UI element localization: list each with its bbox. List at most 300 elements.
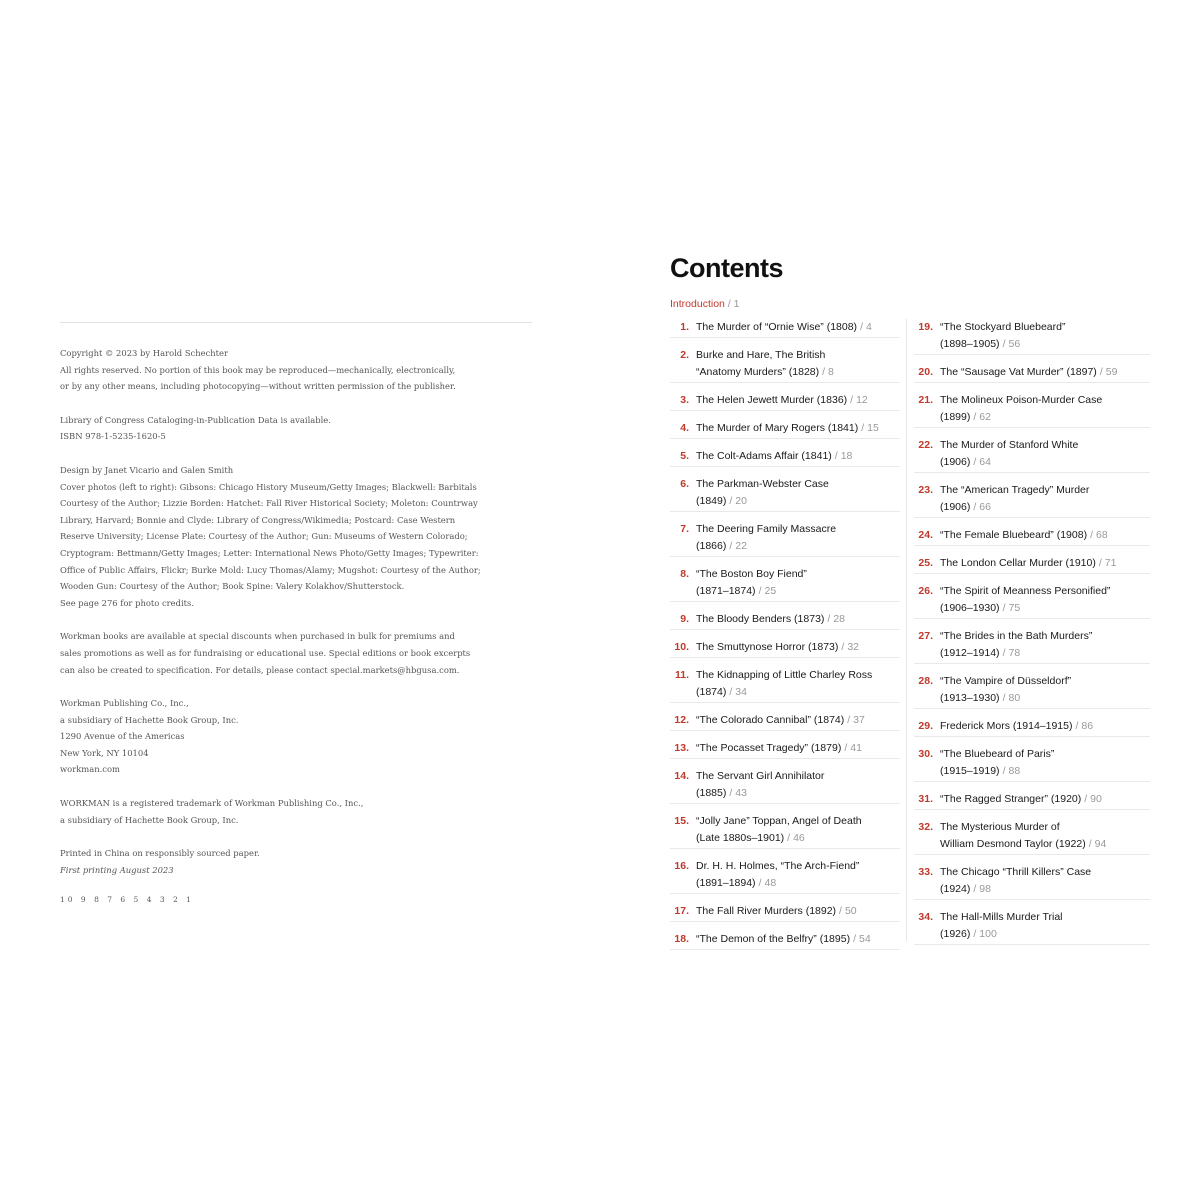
entry-separator: /: [1002, 692, 1006, 704]
entry-title-line: [696, 583, 900, 600]
entry-title-line: [696, 830, 900, 847]
entry-text: [696, 712, 900, 729]
entry-text: [696, 813, 900, 847]
entry-text: [940, 746, 1150, 780]
entry-title-line: [696, 858, 900, 875]
entry-title: (1866): [696, 540, 727, 552]
entry-separator: /: [827, 613, 831, 625]
entry-number: 1.: [680, 321, 689, 333]
entry-separator: /: [860, 321, 863, 333]
copyright-line: Library of Congress Cataloging-in-Publication Data is available.: [60, 414, 331, 425]
entry-number: 15.: [674, 815, 689, 827]
entry-title-line: [940, 836, 1150, 853]
toc-entry[interactable]: [914, 583, 1150, 619]
entry-title: (1906): [940, 456, 971, 468]
toc-entry[interactable]: [670, 319, 900, 338]
entry-number: 2.: [680, 349, 689, 361]
entry-title-line: [940, 583, 1150, 600]
entry-title-line: [696, 639, 900, 656]
entry-title-line: [940, 881, 1150, 898]
entry-title-line: [940, 409, 1150, 426]
entry-title: The Murder of Mary Rogers (1841): [696, 422, 859, 434]
entry-title: Dr. H. H. Holmes, “The Arch-Fiend”: [696, 860, 860, 872]
entry-title-line: [696, 538, 900, 555]
entry-page-number: 28: [833, 613, 846, 625]
entry-title-line: [696, 813, 900, 830]
entry-separator: /: [1090, 529, 1093, 541]
entry-title-line: [696, 448, 900, 465]
entry-page-number: 41: [850, 742, 862, 754]
entry-title: “The Ragged Stranger” (1920): [940, 793, 1082, 805]
entry-separator: /: [1002, 602, 1006, 614]
entry-page-number: 71: [1104, 557, 1117, 569]
entry-separator: /: [973, 883, 977, 895]
entry-text: [696, 448, 900, 465]
entry-title-line: [696, 493, 900, 510]
entry-text: [940, 673, 1150, 707]
toc-entry[interactable]: [670, 813, 900, 849]
entry-page-number: 54: [859, 933, 871, 945]
entry-number: 3.: [680, 394, 689, 406]
entry-separator: /: [729, 540, 733, 552]
toc-entry[interactable]: [914, 527, 1150, 546]
entry-number: 24.: [918, 529, 933, 541]
entry-title-line: [696, 347, 900, 364]
entry-separator: /: [758, 585, 762, 597]
entry-separator: /: [1088, 838, 1092, 850]
toc-entry[interactable]: [670, 903, 900, 922]
entry-separator: /: [847, 714, 851, 726]
entry-number: 33.: [918, 866, 933, 878]
copyright-line: All rights reserved. No portion of this book may be reproduced—mechanically, electronically,: [60, 364, 456, 375]
toc-entry-introduction[interactable]: [670, 296, 1150, 312]
entry-number: 34.: [918, 911, 933, 923]
entry-text: [940, 864, 1150, 898]
entry-text: [696, 931, 900, 948]
toc-entry[interactable]: [914, 437, 1150, 473]
entry-title: (1871–1874): [696, 585, 756, 597]
entry-separator: /: [1098, 557, 1102, 569]
copyright-line: a subsidiary of Hachette Book Group, Inc.: [60, 714, 239, 725]
entry-page-number: 68: [1096, 529, 1108, 541]
copyright-paragraph: [60, 628, 532, 678]
entry-title-line: [940, 364, 1150, 381]
entry-page-number: 12: [856, 394, 868, 406]
entry-separator: /: [1002, 647, 1006, 659]
toc-entry[interactable]: [670, 768, 900, 804]
toc-entry[interactable]: [914, 746, 1150, 782]
entry-title: The Murder of “Ornie Wise” (1808): [696, 321, 858, 333]
entry-title: Burke and Hare, The British: [696, 349, 826, 361]
entry-title-line: [696, 611, 900, 628]
entry-text: [696, 903, 900, 920]
entry-title-line: [696, 319, 900, 336]
toc-entry[interactable]: [670, 712, 900, 731]
entry-title: The Mysterious Murder of: [940, 821, 1060, 833]
entry-number: 5.: [680, 450, 689, 462]
entry-title-line: [696, 931, 900, 948]
entry-title-line: [940, 628, 1150, 645]
entry-title-line: [696, 903, 900, 920]
entry-title: Introduction: [670, 298, 725, 310]
toc-entry[interactable]: [914, 791, 1150, 810]
entry-title: “The Brides in the Bath Murders”: [940, 630, 1093, 642]
entry-title-line: [940, 926, 1150, 943]
copyright-line: Library, Harvard; Bonnie and Clyde: Library of Congress/Wikimedia; Postcard: Case Western: [60, 514, 456, 525]
entry-number: 18.: [674, 933, 689, 945]
entry-title-line: [696, 785, 900, 802]
copyright-line: sales promotions as well as for fundraising or educational use. Special editions or book excerpts: [60, 647, 471, 658]
entry-page-number: 78: [1008, 647, 1021, 659]
entry-number: 22.: [918, 439, 933, 451]
entry-title: “Jolly Jane” Toppan, Angel of Death: [696, 815, 862, 827]
copyright-line: New York, NY 10104: [60, 747, 149, 758]
entry-title: (1891–1894): [696, 877, 756, 889]
copyright-line: Reserve University; License Plate: Courtesy of the Author; Gun: Museums of Western Colorado;: [60, 531, 468, 542]
entry-text: [940, 791, 1150, 808]
entry-title-line: [940, 791, 1150, 808]
contents-title: Contents: [670, 253, 783, 283]
column-divider: [906, 319, 907, 941]
entry-separator: /: [1075, 720, 1079, 732]
entry-title: (1906–1930): [940, 602, 1000, 614]
entry-title-line: [696, 521, 900, 538]
printing-line: 10 9 8 7 6 5 4 3 2 1: [60, 895, 194, 905]
toc-entry[interactable]: [914, 864, 1150, 900]
entry-number: 30.: [918, 748, 933, 760]
entry-number: 32.: [918, 821, 933, 833]
entry-title-line: [940, 864, 1150, 881]
entry-text: [696, 611, 900, 628]
entry-text: [940, 718, 1150, 735]
copyright-line: WORKMAN is a registered trademark of Workman Publishing Co., Inc.,: [60, 798, 364, 809]
entry-title: (1898–1905): [940, 338, 1000, 350]
entry-number: 9.: [680, 613, 689, 625]
entry-text: [940, 319, 1150, 353]
copyright-paragraph: [60, 462, 532, 611]
entry-number: 17.: [674, 905, 689, 917]
entry-number: 10.: [674, 641, 689, 653]
entry-title: (1874): [696, 686, 727, 698]
entry-text: [940, 583, 1150, 617]
entry-number: 23.: [918, 484, 933, 496]
entry-title-line: [940, 690, 1150, 707]
entry-page-number: 34: [735, 686, 747, 698]
entry-text: [696, 521, 900, 555]
entry-number: 21.: [918, 394, 933, 406]
first-printing-line: First printing August 2023: [60, 864, 174, 875]
entry-text: [940, 527, 1150, 544]
copyright-line: can also be created to specification. For details, please contact special.markets@hbgusa.com.: [60, 664, 460, 675]
entry-title: The Bloody Benders (1873): [696, 613, 825, 625]
entry-title: (1849): [696, 495, 727, 507]
entry-title-line: [940, 319, 1150, 336]
toc-entry[interactable]: [670, 392, 900, 411]
copyright-line: ISBN 978-1-5235-1620-5: [60, 431, 166, 442]
entry-text: [696, 566, 900, 600]
entry-title: (1926): [940, 928, 971, 940]
entry-page-number: 37: [853, 714, 865, 726]
entry-title: (1899): [940, 411, 971, 423]
entry-title: (Late 1880s–1901): [696, 832, 785, 844]
entry-separator: /: [729, 495, 733, 507]
entry-page-number: 64: [979, 456, 991, 468]
entry-text: [696, 319, 900, 336]
entry-title: Frederick Mors (1914–1915): [940, 720, 1073, 732]
entry-page-number: 15: [867, 422, 879, 434]
entry-number: 16.: [674, 860, 689, 872]
entry-title-line: [940, 763, 1150, 780]
entry-title-line: [696, 768, 900, 785]
entry-title: “Anatomy Murders” (1828): [696, 366, 820, 378]
entry-separator: /: [1002, 765, 1006, 777]
copyright-page: [60, 322, 532, 904]
entry-text: [940, 628, 1150, 662]
top-rule: [60, 322, 532, 323]
entry-separator: /: [973, 928, 977, 940]
entry-number: 29.: [918, 720, 933, 732]
copyright-line: workman.com: [60, 764, 120, 775]
entry-number: 25.: [918, 557, 933, 569]
copyright-text: [60, 345, 532, 878]
entry-number: 4.: [680, 422, 689, 434]
entry-title-line: [940, 645, 1150, 662]
entry-page-number: 94: [1094, 838, 1107, 850]
entry-separator: /: [1084, 793, 1088, 805]
entry-title-line: [696, 566, 900, 583]
copyright-line: Design by Janet Vicario and Galen Smith: [60, 464, 234, 475]
entry-text: [696, 420, 900, 437]
toc-entry[interactable]: [914, 819, 1150, 855]
entry-title-line: [696, 740, 900, 757]
entry-separator: /: [834, 450, 838, 462]
entry-page-number: 59: [1105, 366, 1118, 378]
toc-entry[interactable]: [914, 909, 1150, 945]
entry-title: (1913–1930): [940, 692, 1000, 704]
entry-separator: /: [861, 422, 865, 434]
entry-title-line: [696, 364, 900, 381]
copyright-line: Cryptogram: Bettmann/Getty Images; Letter: International News Photo/Getty Images; Typewriter:: [60, 547, 479, 558]
entry-text: [696, 639, 900, 656]
entry-separator: /: [973, 411, 977, 423]
entry-title: The Colt-Adams Affair (1841): [696, 450, 832, 462]
entry-title-line: [696, 667, 900, 684]
entry-title: The Fall River Murders (1892): [696, 905, 837, 917]
toc-entry[interactable]: [670, 639, 900, 658]
entry-title: (1912–1914): [940, 647, 1000, 659]
entry-title-line: [940, 600, 1150, 617]
entry-title-line: [940, 909, 1150, 926]
copyright-line: Cover photos (left to right): Gibsons: Chicago History Museum/Getty Images; Blackwell: Barbitals: [60, 481, 477, 492]
copyright-line: or by any other means, including photocopying—without written permission of the publisher.: [60, 381, 456, 392]
entry-title: “The Pocasset Tragedy” (1879): [696, 742, 842, 754]
entry-separator: /: [1002, 338, 1006, 350]
toc-entry[interactable]: [670, 521, 900, 557]
toc-entry[interactable]: [670, 448, 900, 467]
entry-title: “The Spirit of Meanness Personified”: [940, 585, 1111, 597]
entry-title-line: [940, 673, 1150, 690]
entry-separator: /: [729, 686, 733, 698]
entry-title-line: [940, 746, 1150, 763]
copyright-line: Workman Publishing Co., Inc.,: [60, 698, 189, 709]
entry-separator: /: [787, 832, 791, 844]
entry-separator: /: [850, 394, 854, 406]
entry-separator: /: [973, 501, 977, 513]
toc-entry[interactable]: [914, 555, 1150, 574]
entry-title-line: [696, 420, 900, 437]
entry-text: [940, 437, 1150, 471]
entry-page-number: 46: [793, 832, 805, 844]
entry-number: 8.: [680, 568, 689, 580]
toc-entry[interactable]: [914, 319, 1150, 355]
toc-entry[interactable]: [670, 667, 900, 703]
entry-page-number: 32: [847, 641, 860, 653]
entry-title: “The Demon of the Belfry” (1895): [696, 933, 851, 945]
entry-page-number: 8: [828, 366, 834, 378]
entry-number: 12.: [674, 714, 689, 726]
entry-title-line: [940, 819, 1150, 836]
copyright-line: Courtesy of the Author; Lizzie Borden: Hatchet: Fall River Historical Society; Moleton: Countrway: [60, 498, 478, 509]
copyright-line: a subsidiary of Hachette Book Group, Inc.: [60, 814, 239, 825]
entry-page-number: 20: [735, 495, 747, 507]
copyright-paragraph: [60, 412, 532, 445]
toc-entry[interactable]: [914, 628, 1150, 664]
entry-title-line: [940, 437, 1150, 454]
toc-column-left: [670, 319, 900, 959]
entry-title: (1885): [696, 787, 727, 799]
entry-text: [696, 476, 900, 510]
entry-separator: /: [729, 787, 733, 799]
entry-page-number: 22: [735, 540, 747, 552]
entry-separator: /: [839, 905, 842, 917]
entry-title: The London Cellar Murder (1910): [940, 557, 1096, 569]
entry-page-number: 80: [1008, 692, 1021, 704]
entry-page-number: 1: [733, 298, 740, 310]
entry-title: The Chicago “Thrill Killers” Case: [940, 866, 1092, 878]
copyright-line: Printed in China on responsibly sourced paper.: [60, 848, 260, 859]
entry-title: The Helen Jewett Murder (1836): [696, 394, 848, 406]
entry-number: 31.: [918, 793, 933, 805]
toc-entry[interactable]: [670, 931, 900, 950]
toc-entry[interactable]: [914, 392, 1150, 428]
entry-number: 20.: [918, 366, 933, 378]
entry-title: The Servant Girl Annihilator: [696, 770, 825, 782]
entry-page-number: 88: [1008, 765, 1021, 777]
entry-text: [696, 667, 900, 701]
toc-column-right: [914, 319, 1150, 954]
entry-title: The Deering Family Massacre: [696, 523, 837, 535]
copyright-line: Copyright © 2023 by Harold Schechter: [60, 348, 229, 358]
entry-title: “The Boston Boy Fiend”: [696, 568, 807, 580]
entry-page-number: 98: [979, 883, 991, 895]
copyright-line: Office of Public Affairs, Flickr; Burke Mold: Lucy Thomas/Alamy; Mugshot: Courtesy of the Author;: [60, 564, 481, 575]
toc-columns: [670, 319, 1150, 945]
toc-entry[interactable]: [914, 364, 1150, 383]
copyright-paragraph: [60, 695, 532, 778]
entry-title-line: [940, 718, 1150, 735]
entry-text: [940, 364, 1150, 381]
entry-title: William Desmond Taylor (1922): [940, 838, 1086, 850]
toc-entry[interactable]: [670, 347, 900, 383]
entry-title-line: [940, 555, 1150, 572]
toc-entry[interactable]: [670, 566, 900, 602]
entry-number: 28.: [918, 675, 933, 687]
entry-title-line: [696, 392, 900, 409]
toc-entry[interactable]: [914, 482, 1150, 518]
toc-entry[interactable]: [914, 718, 1150, 737]
entry-title: “The Colorado Cannibal” (1874): [696, 714, 845, 726]
entry-title: The Molineux Poison-Murder Case: [940, 394, 1103, 406]
entry-title: “The Stockyard Bluebeard”: [940, 321, 1066, 333]
entry-separator: /: [822, 366, 826, 378]
entry-page-number: 100: [979, 928, 997, 940]
toc-entry[interactable]: [670, 420, 900, 439]
entry-title: “The Vampire of Düsseldorf”: [940, 675, 1072, 687]
entry-title-line: [940, 482, 1150, 499]
entry-title-line: [940, 392, 1150, 409]
toc-entry[interactable]: [670, 740, 900, 759]
entry-separator: /: [973, 456, 977, 468]
entry-text: [696, 858, 900, 892]
entry-text: [696, 768, 900, 802]
copyright-line: See page 276 for photo credits.: [60, 597, 194, 608]
entry-separator: /: [1099, 366, 1103, 378]
toc-entry[interactable]: [670, 611, 900, 630]
entry-text: [940, 555, 1150, 572]
toc-entry[interactable]: [914, 673, 1150, 709]
entry-title: The Hall-Mills Murder Trial: [940, 911, 1063, 923]
contents-page: [670, 250, 1150, 945]
entry-title: The “Sausage Vat Murder” (1897): [940, 366, 1097, 378]
entry-text: [940, 819, 1150, 853]
entry-text: [696, 392, 900, 409]
entry-title-line: [940, 454, 1150, 471]
copyright-paragraph: [60, 795, 532, 828]
entry-title: The Kidnapping of Little Charley Ross: [696, 669, 873, 681]
entry-title-line: [696, 684, 900, 701]
entry-separator: /: [758, 877, 762, 889]
entry-title: (1915–1919): [940, 765, 1000, 777]
entry-number: 11.: [674, 669, 689, 681]
entry-separator: /: [841, 641, 845, 653]
entry-title: The Smuttynose Horror (1873): [696, 641, 839, 653]
entry-title-line: [940, 336, 1150, 353]
entry-text: [696, 740, 900, 757]
entry-text: [940, 392, 1150, 426]
copyright-line: 1290 Avenue of the Americas: [60, 731, 185, 742]
entry-page-number: 56: [1008, 338, 1021, 350]
copyright-line: Wooden Gun: Courtesy of the Author; Book Spine: Valery Kolakhov/Shutterstock.: [60, 581, 405, 592]
entry-page-number: 4: [865, 321, 872, 333]
entry-page-number: 18: [840, 450, 853, 462]
entry-page-number: 75: [1008, 602, 1021, 614]
entry-page-number: 86: [1081, 720, 1094, 732]
entry-number: 26.: [918, 585, 933, 597]
toc-entry[interactable]: [670, 858, 900, 894]
entry-title: (1906): [940, 501, 971, 513]
entry-number: 14.: [674, 770, 689, 782]
entry-number: 19.: [918, 321, 933, 333]
entry-text: [940, 909, 1150, 943]
toc-entry[interactable]: [670, 476, 900, 512]
entry-page-number: 62: [979, 411, 991, 423]
entry-title-line: [696, 712, 900, 729]
copyright-paragraph: [60, 345, 532, 395]
entry-separator: /: [844, 742, 848, 754]
entry-number: 27.: [918, 630, 933, 642]
entry-title-line: [940, 499, 1150, 516]
entry-title-line: [696, 476, 900, 493]
